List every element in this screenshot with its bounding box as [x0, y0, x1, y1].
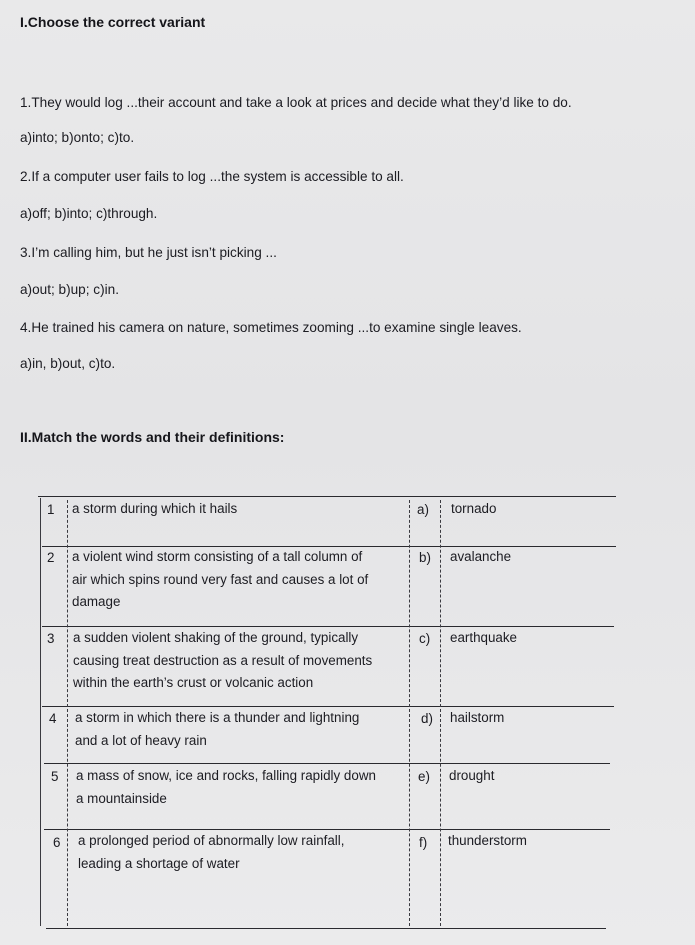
question-4-options: a)in, b)out, c)to. — [20, 356, 116, 371]
word-cell: avalanche — [450, 549, 512, 564]
row-number: 1 — [47, 502, 55, 517]
definition-line: within the earth’s crust or volcanic action — [73, 675, 314, 690]
definition-line: damage — [72, 594, 121, 609]
word-cell: earthquake — [450, 630, 518, 645]
definition-cell — [76, 765, 376, 810]
question-2-text: 2.If a computer user fails to log ...the system is accessible to all. — [20, 169, 404, 184]
section-1-heading: I.Choose the correct variant — [20, 14, 206, 30]
question-2-options: a)off; b)into; c)through. — [20, 206, 158, 221]
definition-cell — [78, 830, 344, 875]
question-4-text: 4.He trained his camera on nature, sometimes zooming ...to examine single leaves. — [20, 320, 522, 335]
definition-cell — [73, 627, 372, 695]
word-cell: tornado — [451, 501, 497, 516]
question-3-text: 3.I’m calling him, but he just isn’t picking ... — [20, 245, 277, 260]
definition-line: a violent wind storm consisting of a tall column of — [72, 549, 363, 564]
definition-line: a storm in which there is a thunder and lightning — [75, 710, 360, 725]
option-letter: a) — [417, 502, 429, 517]
table-divider — [440, 500, 441, 926]
row-number: 2 — [47, 550, 55, 565]
option-letter: e) — [418, 769, 430, 784]
question-1-text: 1.They would log ...their account and take a look at prices and decide what they’d like to do. — [20, 95, 572, 110]
table-divider — [67, 500, 68, 926]
row-number: 5 — [51, 769, 59, 784]
row-number: 3 — [47, 631, 55, 646]
definition-line: air which spins round very fast and causes a lot of — [72, 571, 369, 587]
word-cell: thunderstorm — [448, 833, 527, 848]
table-rule — [38, 496, 616, 497]
definition-cell — [72, 498, 237, 521]
table-rule — [44, 763, 610, 764]
definition-cell — [75, 707, 359, 752]
question-3-options: a)out; b)up; c)in. — [20, 282, 119, 297]
table-divider — [409, 500, 410, 926]
definition-line: a prolonged period of abnormally low rainfall, — [78, 833, 345, 848]
matching-table — [38, 496, 616, 936]
definition-cell — [72, 546, 368, 614]
row-number: 6 — [53, 835, 61, 850]
word-cell: hailstorm — [450, 710, 505, 725]
row-number: 4 — [49, 711, 57, 726]
option-letter: f) — [419, 835, 428, 850]
definition-line: a mass of snow, ice and rocks, falling rapidly down — [76, 768, 376, 783]
definition-line: a mountainside — [76, 790, 167, 806]
question-1-options: a)into; b)onto; c)to. — [20, 130, 135, 145]
option-letter: d) — [421, 711, 433, 726]
table-rule — [46, 928, 606, 929]
option-letter: b) — [419, 550, 431, 565]
section-2-heading: II.Match the words and their definitions: — [20, 429, 285, 445]
definition-line: a storm during which it hails — [72, 501, 238, 516]
definition-line: and a lot of heavy rain — [75, 732, 207, 748]
table-border-left — [40, 498, 41, 926]
definition-line: causing treat destruction as a result of movements — [73, 652, 373, 668]
definition-line: a sudden violent shaking of the ground, typically — [73, 630, 359, 645]
definition-line: leading a shortage of water — [78, 855, 240, 871]
option-letter: c) — [419, 631, 431, 646]
word-cell: drought — [449, 768, 495, 783]
